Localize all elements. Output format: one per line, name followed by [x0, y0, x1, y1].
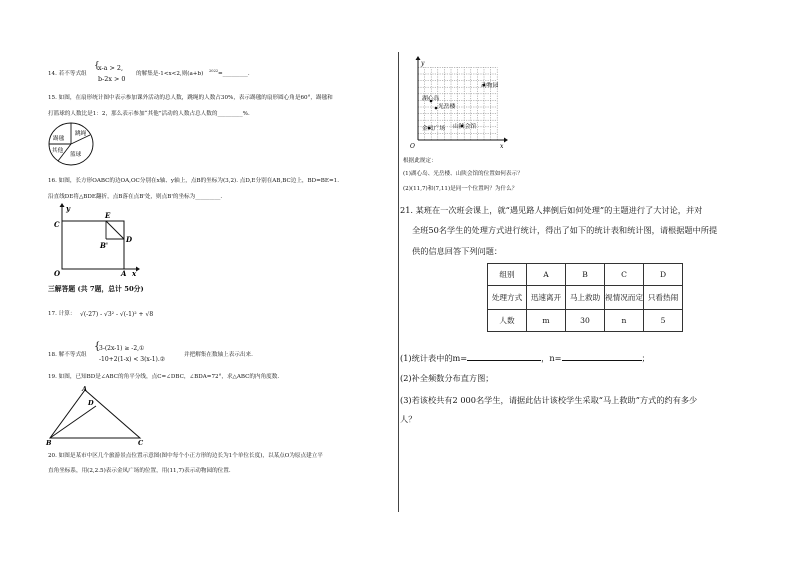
q21-sub3-line1: (3)若该校共有2 000名学生，请据此估计该校学生采取“马上救助”方式的约有多少 — [400, 395, 698, 405]
q20-sub2: (2)(11,7)和(7,11)是同一个位置吗？为什么？ — [403, 186, 518, 192]
map-grid — [404, 56, 510, 150]
q17-prefix: 17. 计算： — [48, 311, 76, 317]
q18-prefix: 18. 解不等式组 — [48, 352, 87, 358]
q14-prefix: 14. 若不等式组 — [48, 71, 87, 77]
q14-suffix: 的解集是-1<x<2,则(a+b) — [136, 71, 204, 77]
answer-blank-n[interactable] — [562, 353, 642, 361]
map-place-jinfeng-square: 金凤广场 — [422, 126, 446, 132]
q14-line1: x-a > 2, — [98, 64, 123, 72]
map-label-x: x — [500, 143, 504, 150]
pie-label-0: 踢毽 — [53, 136, 65, 142]
pie-label-3: 篮球 — [70, 152, 82, 158]
q18-line2: -10+2(1-x) < 3(x-1).② — [99, 356, 166, 363]
fig19-label-a: A — [82, 386, 88, 393]
fig16-label-y: y — [66, 204, 71, 213]
q21-sub1-m-label: (1)统计表中的m= — [400, 353, 468, 363]
fig16-label-bprime: B' — [100, 241, 109, 250]
q21-sub3-line2: 人？ — [400, 414, 417, 424]
q16-line2: 沿直线DE将△BDE翻折，点B落在点B'处，则点B'的坐标为_________. — [48, 194, 223, 200]
map-place-zoo: 动物园 — [481, 83, 499, 89]
table-cell: 30 — [566, 310, 605, 332]
map-place-guangyue-tower: 光岳楼 — [438, 104, 456, 110]
column-divider — [398, 52, 399, 512]
table-row — [488, 264, 683, 286]
table-cell: D — [644, 264, 683, 286]
map-place-lake-island: 湖心岛 — [422, 96, 440, 102]
q20-line1: 20. 如图是某市中区几个旅游景点位置示意图(图中每个小正方形的边长为1个单位长度)，以某点O为原点建立平 — [48, 453, 323, 459]
table-cell: m — [527, 310, 566, 332]
map-place-shanshan-hall: 山陕会馆 — [453, 124, 477, 130]
table-cell: 组别 — [488, 264, 527, 286]
fig16-label-o: O — [54, 269, 61, 277]
fig19-label-c: C — [138, 439, 144, 446]
table-cell: 迅速离开 — [527, 286, 566, 310]
map-label-y: y — [421, 60, 425, 67]
q21-sub1 — [400, 353, 650, 364]
table-cell: C — [605, 264, 644, 286]
q14-end: =_________. — [218, 71, 250, 77]
table-cell: 马上救助 — [566, 286, 605, 310]
pie-chart — [46, 121, 96, 167]
q20-rule-head: 根据此规定： — [403, 158, 437, 164]
q21-stat-table — [487, 263, 683, 332]
q15-line2: 打篮球的人数比是1：2，那么表示参加“其他”活动的人数占总人数的_________%. — [48, 111, 250, 117]
answer-blank-m[interactable] — [467, 353, 541, 361]
q21-line1: 21. 某班在一次班会课上，就“遇见路人摔倒后如何处理”的主题进行了大讨论，并对 — [400, 205, 703, 215]
q21-sub1-end: ； — [641, 353, 650, 363]
q14-brace: { — [94, 61, 100, 71]
table-cell: B — [566, 264, 605, 286]
q21-sub1-n-label: ，n= — [541, 353, 562, 363]
q20-line2: 直角坐标系，用(2,2.5)表示金凤广场的位置，用(11,7)表示动物园的位置. — [48, 468, 231, 474]
table-row — [488, 310, 683, 332]
fig16-label-x: x — [132, 269, 137, 277]
q14-line2: b-2x > 0 — [98, 75, 126, 83]
table-cell: 只看热闹 — [644, 286, 683, 310]
q21-line3: 供的信息回答下列问题： — [412, 246, 503, 256]
fig16-label-a: A — [121, 269, 127, 277]
q21-line2: 全班50名学生的处理方式进行统计，得出了如下的统计表和统计图，请根据题中所提 — [412, 225, 718, 235]
fig19-label-b: B — [46, 439, 52, 446]
map-label-o: O — [410, 143, 415, 150]
q18-line1: 3-(2x-1) ≥ -2,① — [99, 345, 145, 352]
section-3-title: 三解答题 (共 7题，总计 50分) — [48, 285, 144, 293]
table-cell: 人数 — [488, 310, 527, 332]
rectangle-figure — [48, 203, 140, 277]
q14-exponent: 2022 — [209, 69, 219, 73]
table-cell: A — [527, 264, 566, 286]
table-row — [488, 286, 683, 310]
fig16-label-c: C — [54, 220, 60, 229]
fig16-label-d: D — [126, 235, 133, 244]
pie-label-2: 其他 — [52, 148, 64, 154]
table-cell: 5 — [644, 310, 683, 332]
q20-sub1: (1)湖心岛、光岳楼、山陕会馆的位置如何表示？ — [403, 171, 523, 177]
triangle-figure — [44, 386, 146, 446]
q18-brace: { — [94, 341, 101, 352]
table-cell: 视情况而定 — [605, 286, 644, 310]
q17-expression: √(-27) - √3² - √(-1)² + √8 — [80, 311, 154, 318]
q19-text: 19. 如图，已知BD是∠ABC的角平分线，点C=∠DBC，∠BDA=72°，求△ABC的内角度数. — [48, 374, 280, 380]
q18-suffix: 并把解集在数轴上表示出来. — [184, 352, 253, 358]
table-cell: n — [605, 310, 644, 332]
q21-sub2: (2)补全频数分布直方图； — [400, 373, 494, 383]
fig19-label-d: D — [88, 399, 94, 407]
table-cell: 处理方式 — [488, 286, 527, 310]
pie-label-1: 跳绳 — [75, 131, 87, 137]
q16-line1: 16. 如图，长方形OABC的边OA,OC分别在x轴、y轴上，点B的坐标为(3,2). 点D,E分别在AB,BC边上，BD=BE=1. — [48, 178, 340, 184]
q15-line1: 15. 如图，在扇形统计图中表示参加课外活动的总人数，跳绳的人数占30%，表示踢毽的扇形圆心角是60°，踢毽和 — [48, 95, 333, 101]
fig16-label-e: E — [105, 211, 111, 220]
